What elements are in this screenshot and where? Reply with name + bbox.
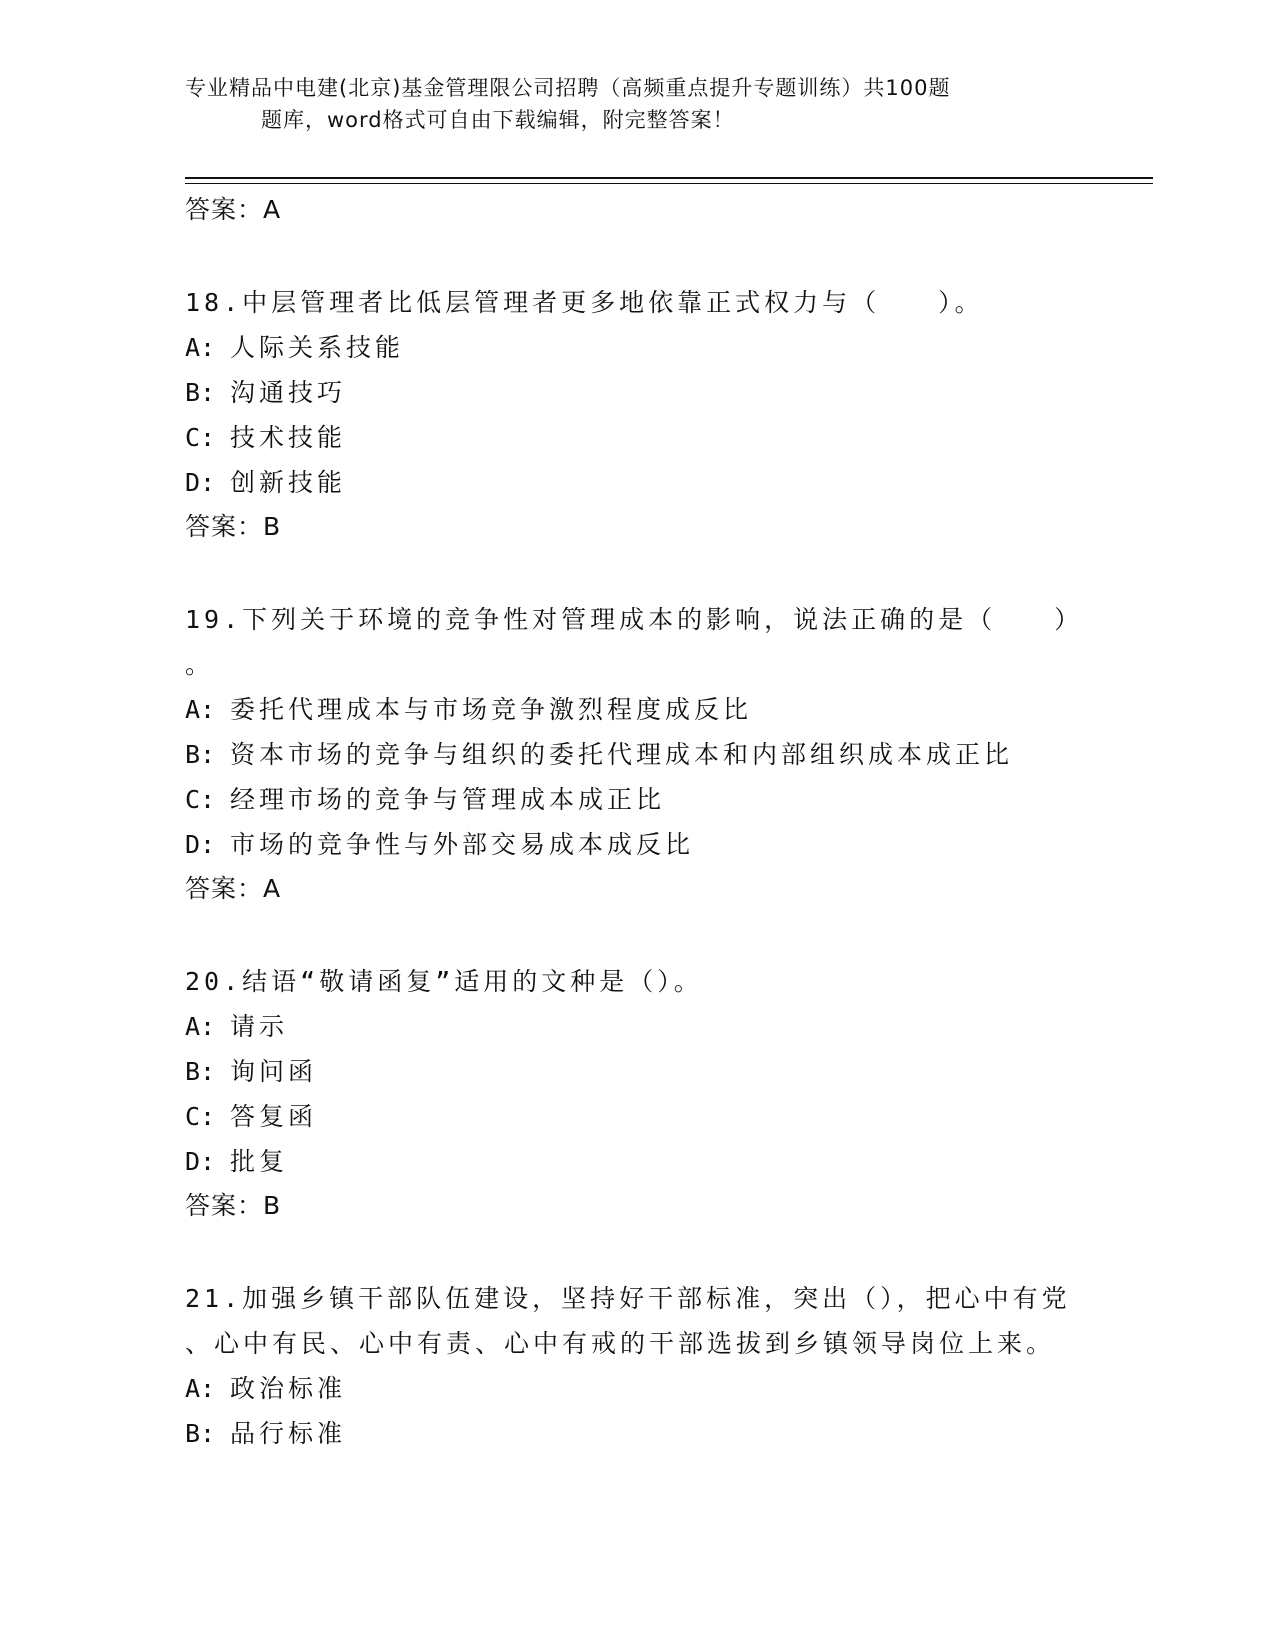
question-list [185, 188, 1085, 1456]
option-text: 沟通技巧 [230, 378, 347, 407]
option-label: A: [185, 695, 216, 724]
option-label: D: [185, 468, 216, 497]
header-title-line-2: 题库，word格式可自由下载编辑，附完整答案！ [261, 108, 735, 132]
option-text: 答复函 [230, 1102, 318, 1131]
option-label: D: [185, 1147, 216, 1176]
option-label: B: [185, 1057, 216, 1086]
option-text: 资本市场的竞争与组织的委托代理成本和内部组织成本成正比 [230, 740, 1014, 769]
question-text: 。 [185, 650, 215, 679]
option-label: B: [185, 740, 216, 769]
question-spacer [185, 911, 1085, 959]
answer-option [185, 822, 1085, 867]
previous-question-answer: 答案：A [185, 195, 282, 224]
question-text: 20.结语“敬请函复”适用的文种是（）。 [185, 967, 703, 996]
answer-option [185, 370, 1085, 415]
option-text: 询问函 [230, 1057, 318, 1086]
answer-option [185, 1139, 1085, 1184]
question-block [185, 911, 1085, 1228]
question-spacer [185, 232, 1085, 280]
option-text: 品行标准 [230, 1419, 347, 1448]
header-title-line-1: 专业精品中电建(北京)基金管理限公司招聘（高频重点提升专题训练）共100题 [185, 76, 951, 100]
option-text: 经理市场的竞争与管理成本成正比 [230, 785, 666, 814]
option-label: B: [185, 1419, 216, 1448]
option-label: A: [185, 1012, 216, 1041]
option-text: 技术技能 [230, 423, 347, 452]
question-block [185, 232, 1085, 549]
answer-option [185, 732, 1085, 777]
answer-option [185, 687, 1085, 732]
option-text: 市场的竞争性与外部交易成本成反比 [230, 830, 695, 859]
option-label: D: [185, 830, 216, 859]
answer-option [185, 415, 1085, 460]
option-text: 创新技能 [230, 468, 347, 497]
question-text: 、心中有民、心中有责、心中有戒的干部选拔到乡镇领导岗位上来。 [185, 1329, 1056, 1358]
answer-option [185, 1094, 1085, 1139]
header-divider-thick [185, 177, 1153, 179]
question-text: 21.加强乡镇干部队伍建设，坚持好干部标准，突出（），把心中有党 [185, 1284, 1071, 1313]
answer-option [185, 1049, 1085, 1094]
option-text: 批复 [230, 1147, 289, 1176]
answer-option [185, 325, 1085, 370]
option-label: B: [185, 378, 216, 407]
answer-option [185, 1366, 1085, 1411]
question-answer: 答案：B [185, 512, 282, 541]
question-answer: 答案：B [185, 1191, 282, 1220]
question-spacer [185, 549, 1085, 597]
questions-container [185, 232, 1085, 1456]
answer-option [185, 460, 1085, 505]
question-text: 19.下列关于环境的竞争性对管理成本的影响，说法正确的是（ ） [185, 605, 1084, 634]
question-block [185, 1228, 1085, 1456]
option-text: 请示 [230, 1012, 289, 1041]
option-label: A: [185, 1374, 216, 1403]
option-label: C: [185, 423, 216, 452]
answer-option [185, 1411, 1085, 1456]
header-divider-thin [185, 183, 1153, 184]
option-label: A: [185, 333, 216, 362]
answer-option [185, 1004, 1085, 1049]
option-label: C: [185, 1102, 216, 1131]
question-answer: 答案：A [185, 874, 282, 903]
answer-option [185, 777, 1085, 822]
option-text: 人际关系技能 [230, 333, 405, 362]
option-text: 委托代理成本与市场竞争激烈程度成反比 [230, 695, 753, 724]
option-label: C: [185, 785, 216, 814]
option-text: 政治标准 [230, 1374, 347, 1403]
question-block [185, 549, 1085, 911]
question-spacer [185, 1228, 1085, 1276]
page-header [185, 72, 1065, 136]
question-text: 18.中层管理者比低层管理者更多地依靠正式权力与（ ）。 [185, 288, 984, 317]
